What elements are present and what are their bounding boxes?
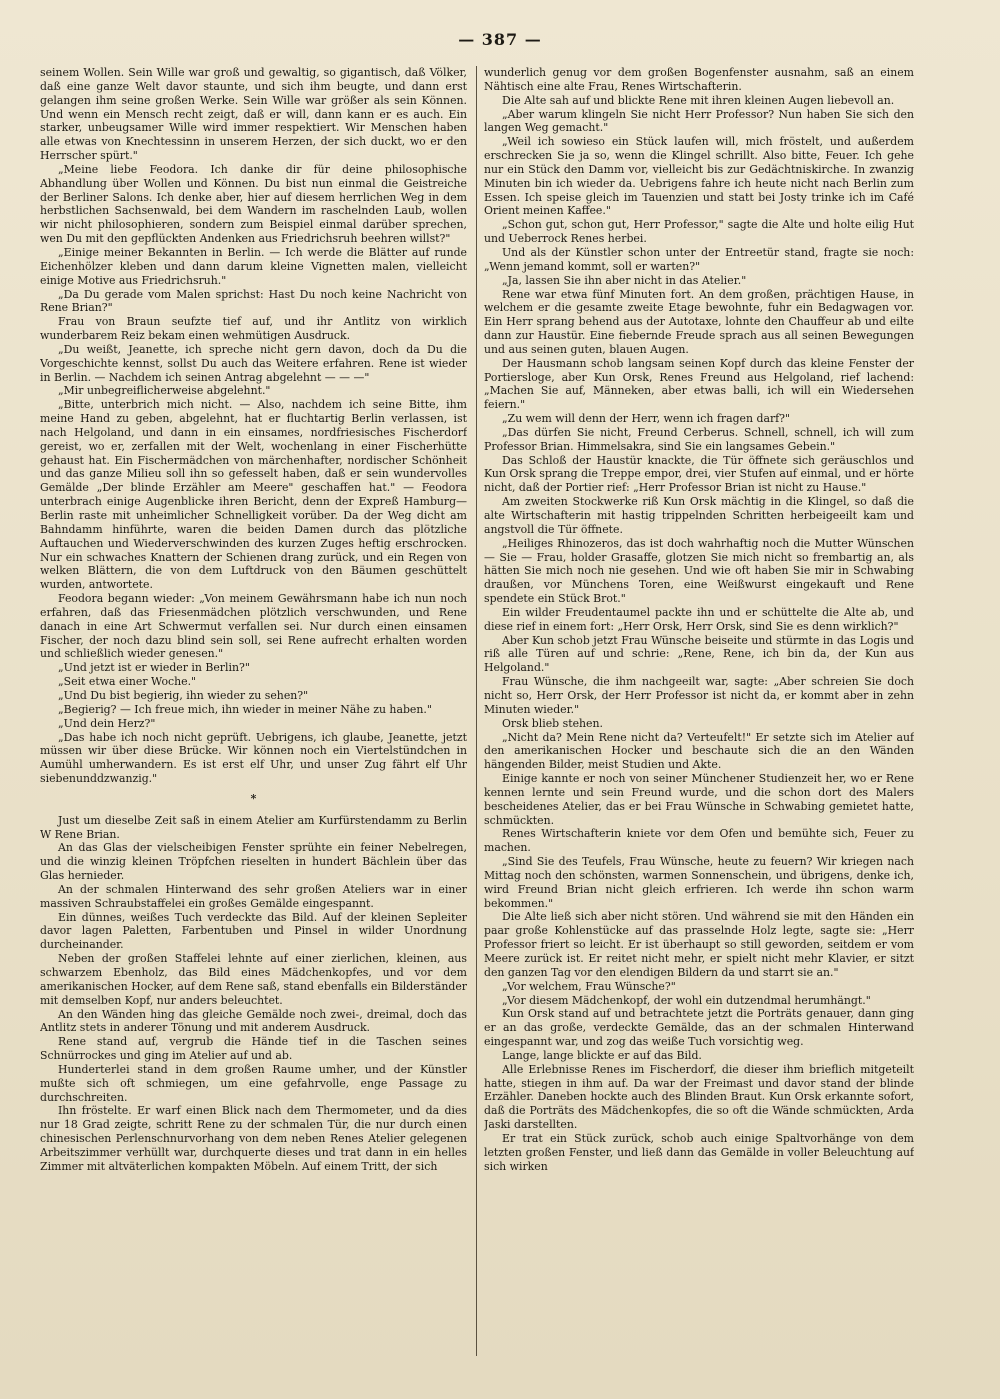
paragraph: „Sind Sie des Teufels, Frau Wünsche, heute zu feuern? Wir kriegen nach Mittag noch den schönsten, warmen Sonnenschein, und übrigens, denke ich, wird Freund Brian nicht gleich erfrieren. Ich werde ihn schon warm bekommen." [484, 855, 914, 910]
paragraph: „Bitte, unterbrich mich nicht. — Also, nachdem ich seine Bitte, ihm meine Hand zu geben, abgelehnt, hat er fluchtartig Berlin verlassen, ist nach Helgoland, und dann in ein einsames, nordfriesisches Fischerdorf gereist, wo er, zerfallen mit der Welt, wochenlang in einer Fischerhütte gehaust hat. Ein Fischermädchen von märchenhafter, nordischer Schönheit und das ganze Milieu soll ihn so gefesselt haben, daß er sein wundervolles Gemälde „Der blinde Erzähler am Meere" geschaffen hat." — Feodora unterbrach einige Augenblicke ihren Bericht, denn der Expreß Hamburg—Berlin raste mit unheimlicher Schnelligkeit vorüber. Da der Weg dicht am Bahndamm hinführte, waren die beiden Damen durch das plötzliche Auftauchen und Wiederverschwinden des kurzen Zuges heftig erschrocken. Nur ein schwaches Knattern der Schienen drang zurück, und ein Regen von welken Blättern, die von dem Luftdruck von den Bäumen geschüttelt wurden, antwortete. [40, 398, 467, 592]
paragraph: wunderlich genug vor dem großen Bogenfenster ausnahm, saß an einem Nähtisch eine alte Frau, Renes Wirtschafterin. [484, 66, 914, 93]
paragraph: Alle Erlebnisse Renes im Fischerdorf, die dieser ihm brieflich mitgeteilt hatte, stiegen in ihm auf. Da war der Freimast und davor stand der blinde Erzähler. Daneben hockte auch des Blinden Braut. Kun Orsk erkannte sofort, daß die Porträts des Mädchenkopfes, die so oft die Wände schmückten, Arda Jaski darstellten. [484, 1062, 914, 1132]
paragraph: Die Alte sah auf und blickte Rene mit ihren kleinen Augen liebevoll an. [502, 93, 895, 107]
paragraph: „Und jetzt ist er wieder in Berlin?" [58, 661, 250, 675]
paragraph: „Ja, lassen Sie ihn aber nicht in das Atelier." [502, 273, 747, 287]
column-divider [476, 66, 477, 1356]
paragraph: „Einige meiner Bekannten in Berlin. — Ich werde die Blätter auf runde Eichenhölzer kleben und dann darum kleine Vignetten malen, vielleicht einige Motive aus Friedrichsruh." [40, 245, 467, 287]
paragraph: „Das habe ich noch nicht geprüft. Uebrigens, ich glaube, Jeanette, jetzt müssen wir über diese Brücke. Wir können noch ein Viertelstündchen in Aumühl umherwandern. Es ist erst elf Uhr, und unser Zug fährt elf Uhr siebenunddzwanzig." [40, 730, 467, 786]
paragraph: „Heiliges Rhinozeros, das ist doch wahrhaftig noch die Mutter Wünschen — Sie — Frau, holder Grasaffe, glotzen Sie mich nicht so frembartig an, als hätten Sie mich noch nie gesehen. Und wie oft haben Sie mir in Schwabing draußen, vor Münchens Toren, eine Weißwurst eingekauft und Rene spendete ein Stück Brot." [484, 536, 914, 606]
paragraph: Frau von Braun seufzte tief auf, und ihr Antlitz von wirklich wunderbarem Reiz bekam einen wehmütigen Ausdruck. [40, 315, 467, 343]
paragraph: Frau Wünsche, die ihm nachgeeilt war, sagte: „Aber schreien Sie doch nicht so, Herr Orsk, der Herr Professor ist nicht da, er kommt aber in zehn Minuten wieder." [484, 675, 914, 716]
right-column [484, 66, 914, 1356]
paragraph: Rene war etwa fünf Minuten fort. An dem großen, prächtigen Hause, in welchem er die gesamte zweite Etage bewohnte, fuhr ein Bedagwagen vor. Ein Herr sprang behend aus der Autotaxe, lohnte den Chauffeur ab und eilte dann zur Haustür. Eine fiebernde Freude sprach aus all seinen Bewegungen und aus seinen guten, blauen Augen. [484, 287, 914, 356]
paragraph: Die Alte ließ sich aber nicht stören. Und während sie mit den Händen ein paar große Kohlenstücke auf das prasselnde Holz legte, sagte sie: „Herr Professor friert so leicht. Er ist überhaupt so still geworden, seitdem er vom Meere zurück ist. Er reitet nicht mehr, er spielt nicht mehr Klavier, er sitzt den ganzen Tag vor den elendigen Bildern da und starrt sie an." [484, 910, 914, 979]
paragraph: „Meine liebe Feodora. Ich danke dir für deine philosophische Abhandlung über Wollen und Können. Du bist nun einmal die Geistreiche der Berliner Salons. Ich denke aber, hier auf diesem herrlichen Weg in dem herbstlichen Sachsenwald, bei dem Wandern im raschelnden Laub, wollen wir nicht philosophieren, sondern zum Beispiel einmal darüber sprechen, wen Du mit den gepflückten Andenken aus Friedrichsruh beehren willst?" [40, 162, 467, 246]
paragraph: Einige kannte er noch von seiner Münchener Studienzeit her, wo er Rene kennen lernte und sein Freund wurde, und die schon dort des Malers bescheidenes Atelier, das er bei Frau Wünsche in Schwabing gemietet hatte, schmückten. [484, 772, 914, 827]
paragraph: „Da Du gerade vom Malen sprichst: Hast Du noch keine Nachricht von Rene Brian?" [40, 287, 467, 315]
paragraph: „Und dein Herz?" [58, 716, 156, 730]
paragraph: Orsk blieb stehen. [502, 716, 603, 730]
paragraph: Ihn fröstelte. Er warf einen Blick nach dem Thermometer, und da dies nur 18 Grad zeigte, schritt Rene zu der schmalen Tür, die nur durch einen chinesischen Perlenschnurvorhang von dem neben Renes Atelier gelegenen Arbeitszimmer verhüllt war, durchquerte dieses und trat dann in ein helles Zimmer mit altväterlichen kompakten Möbeln. Auf einem Tritt, der sich [40, 1104, 467, 1173]
paragraph: Er trat ein Stück zurück, schob auch einige Spaltvorhänge von dem letzten großen Fenster, und ließ dann das Gemälde in voller Beleuchtung auf sich wirken [484, 1131, 914, 1173]
paragraph: Rene stand auf, vergrub die Hände tief in die Taschen seines Schnürrockes und ging im Atelier auf und ab. [40, 1035, 467, 1063]
paragraph: Der Hausmann schob langsam seinen Kopf durch das kleine Fenster der Portiersloge, aber Kun Orsk, Renes Freund aus Helgoland, rief lachend: „Machen Sie auf, Männeken, aber etwas balli, ich will ein Wiedersehen feiern." [484, 356, 914, 412]
paragraph: Ein wilder Freudentaumel packte ihn und er schüttelte die Alte ab, und diese rief in einem fort: „Herr Orsk, Herr Orsk, sind Sie es denn wirklich?" [484, 605, 914, 633]
paragraph: An das Glas der vielscheibigen Fenster sprühte ein feiner Nebelregen, und die winzig kleinen Tröpfchen rieselten in hundert Bächlein über das Glas hernieder. [40, 841, 467, 883]
paragraph: Das Schloß der Haustür knackte, die Tür öffnete sich geräuschlos und Kun Orsk sprang die Treppe empor, drei, vier Stufen auf einmal, und er hörte nicht, daß der Portier rief: „Herr Professor Brian ist nicht zu Hause." [484, 453, 914, 495]
paragraph: „Weil ich sowieso ein Stück laufen will, mich fröstelt, und außerdem erschrecken Sie ja so, wenn die Klingel schrillt. Also bitte, Feuer. Ich gehe nur ein Stück den Damm vor, vielleicht bis zur Gedächtniskirche. In zwanzig Minuten bin ich wieder da. Uebrigens fahre ich heute nicht nach Berlin zum Essen. Ich speise gleich im Tauenzien und statt bei Josty trinke ich im Café Orient meinen Kaffee." [484, 135, 914, 218]
paragraph: Renes Wirtschafterin kniete vor dem Ofen und bemühte sich, Feuer zu machen. [484, 827, 914, 855]
paragraph: An der schmalen Hinterwand des sehr großen Ateliers war in einer massiven Schraubstaffelei ein großes Gemälde eingespannt. [40, 882, 467, 910]
paragraph: „Schon gut, schon gut, Herr Professor," sagte die Alte und holte eilig Hut und Ueberrock Renes herbei. [484, 218, 914, 246]
paragraph: Feodora begann wieder: „Von meinem Gewährsmann habe ich nun noch erfahren, daß das Friesenmädchen plötzlich verschwunden, und Rene danach in eine Art Schwermut verfallen sei. Nur durch einen einsamen Fischer, der noch dazu blind sein soll, sei Rene aufrecht erhalten worden und schließlich wieder genesen." [40, 592, 467, 661]
paragraph: Kun Orsk stand auf und betrachtete jetzt die Porträts genauer, dann ging er an das große, verdeckte Gemälde, das an der schmalen Hinterwand eingespannt war, und zog das weiße Tuch vorsichtig weg. [484, 1007, 914, 1049]
paragraph: „Zu wem will denn der Herr, wenn ich fragen darf?" [502, 412, 791, 426]
paragraph: Am zweiten Stockwerke riß Kun Orsk mächtig in die Klingel, so daß die alte Wirtschafterin mit hastig trippelnden Schritten herbeigeeilt kam und angstvoll die Tür öffnete. [484, 495, 914, 536]
paragraph: „Nicht da? Mein Rene nicht da? Verteufelt!" Er setzte sich im Atelier auf den amerikanischen Hocker und beschaute sich die an den Wänden hängenden Bilder, meist Studien und Akte. [484, 730, 914, 772]
paragraph: „Das dürfen Sie nicht, Freund Cerberus. Schnell, schnell, ich will zum Professor Brian. Himmelsakra, sind Sie ein langsames Gebein." [484, 425, 914, 453]
paragraph: Neben der großen Staffelei lehnte auf einer zierlichen, kleinen, aus schwarzem Ebenholz, das Bild eines Mädchenkopfes, und vor dem amerikanischen Hocker, auf dem Rene saß, stand ebenfalls ein Bilderständer mit demselben Kopf, nur anders beleuchtet. [40, 952, 467, 1007]
section-separator: * [250, 791, 257, 805]
paragraph: „Vor welchem, Frau Wünsche?" [502, 979, 676, 993]
paragraph: Just um dieselbe Zeit saß in einem Atelier am Kurfürstendamm zu Berlin W Rene Brian. [40, 813, 467, 841]
paragraph: „Begierig? — Ich freue mich, ihn wieder in meiner Nähe zu haben." [58, 702, 432, 716]
paragraph: An den Wänden hing das gleiche Gemälde noch zwei-, dreimal, doch das Antlitz stets in anderer Tönung und mit anderem Ausdruck. [40, 1007, 467, 1035]
paragraph: „Seit etwa einer Woche." [58, 675, 197, 689]
paragraph: „Aber warum klingeln Sie nicht Herr Professor? Nun haben Sie sich den langen Weg gemacht." [484, 107, 914, 135]
paragraph: Hunderterlei stand in dem großen Raume umher, und der Künstler mußte sich oft schmiegen, um eine gefahrvolle, enge Passage zu durchschreiten. [40, 1062, 467, 1104]
paragraph: Ein dünnes, weißes Tuch verdeckte das Bild. Auf der kleinen Sepleiter davor lagen Paletten, Farbentuben und Pinsel in wilder Unordnung durcheinander. [40, 910, 467, 952]
paragraph: seinem Wollen. Sein Wille war groß und gewaltig, so gigantisch, daß Völker, daß eine ganze Welt davor staunte, und sich ihm beugte, und dann erst gelangen ihm seine großen Werke. Sein Wille war größer als sein Können. Und wenn ein Mensch recht zeigt, daß er will, dann kann er es auch. Ein starker, unbeugsamer Wille wird immer respektiert. Wir Menschen haben alle etwas von Knechtessinn in unserem Herzen, der sich duckt, wo er den Herrscher spürt." [40, 66, 467, 163]
paragraph: „Du weißt, Jeanette, ich spreche nicht gern davon, doch da Du die Vorgeschichte kennst, sollst Du auch das Weitere erfahren. Rene ist wieder in Berlin. — Nachdem ich seinen Antrag abgelehnt — — —" [40, 342, 467, 384]
page-number: — 387 — [458, 30, 542, 49]
paragraph: Aber Kun schob jetzt Frau Wünsche beiseite und stürmte in das Logis und riß alle Türen auf und schrie: „Rene, Rene, ich bin da, der Kun aus Helgoland." [484, 633, 914, 675]
paragraph: Lange, lange blickte er auf das Bild. [502, 1048, 702, 1062]
paragraph: „Vor diesem Mädchenkopf, der wohl ein dutzendmal herumhängt." [502, 993, 871, 1007]
paragraph: Und als der Künstler schon unter der Entreetür stand, fragte sie noch: „Wenn jemand kommt, soll er warten?" [484, 245, 914, 273]
left-column [40, 66, 467, 1356]
paragraph: „Und Du bist begierig, ihn wieder zu sehen?" [58, 688, 309, 702]
paragraph: „Mir unbegreiflicherweise abgelehnt." [58, 384, 271, 398]
